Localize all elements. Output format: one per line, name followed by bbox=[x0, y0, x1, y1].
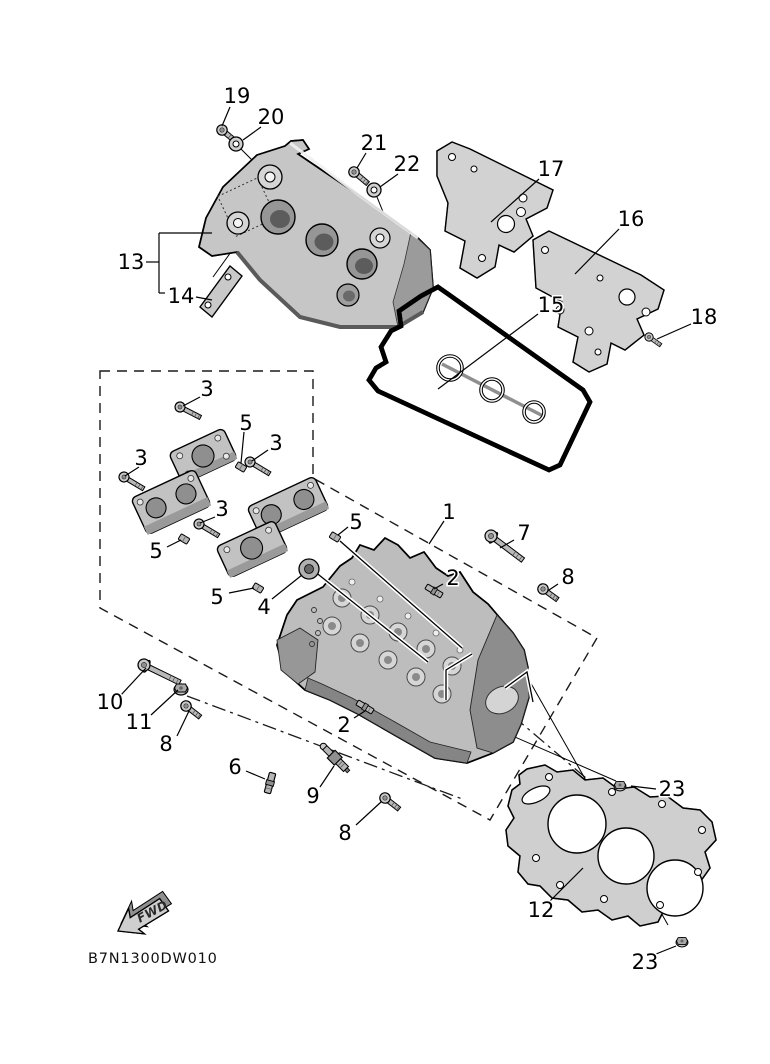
callout-11[interactable]: 11 bbox=[125, 710, 153, 734]
flange-nut-11 bbox=[174, 684, 188, 695]
callout-18[interactable]: 18 bbox=[690, 305, 718, 329]
callout-1[interactable]: 1 bbox=[442, 500, 456, 524]
fwd-label: FWD bbox=[134, 897, 171, 926]
callout-5[interactable]: 5 bbox=[239, 411, 253, 435]
callout-22[interactable]: 22 bbox=[393, 152, 421, 176]
callout-4[interactable]: 4 bbox=[257, 595, 271, 619]
washer-22 bbox=[367, 183, 381, 197]
diagram-code: B7N1300DW010 bbox=[88, 951, 218, 967]
callout-23[interactable]: 23 bbox=[658, 777, 686, 801]
callout-5[interactable]: 5 bbox=[149, 539, 163, 563]
callout-5[interactable]: 5 bbox=[210, 585, 224, 609]
callout-13[interactable]: 13 bbox=[117, 250, 145, 274]
callout-2[interactable]: 2 bbox=[446, 566, 460, 590]
callout-3[interactable]: 3 bbox=[134, 446, 148, 470]
plug-4 bbox=[299, 559, 319, 579]
callout-9[interactable]: 9 bbox=[306, 784, 320, 808]
callout-14[interactable]: 14 bbox=[167, 284, 195, 308]
callout-7[interactable]: 7 bbox=[517, 521, 531, 545]
callout-3[interactable]: 3 bbox=[215, 497, 229, 521]
callout-21[interactable]: 21 bbox=[360, 131, 388, 155]
callout-3[interactable]: 3 bbox=[269, 431, 283, 455]
callout-16[interactable]: 16 bbox=[617, 207, 645, 231]
nut-23 bbox=[676, 938, 688, 947]
callout-23[interactable]: 23 bbox=[631, 950, 659, 974]
callout-10[interactable]: 10 bbox=[96, 690, 124, 714]
callout-15[interactable]: 15 bbox=[537, 293, 565, 317]
nut-23 bbox=[614, 782, 626, 791]
callout-20[interactable]: 20 bbox=[257, 105, 285, 129]
callout-12[interactable]: 12 bbox=[527, 898, 555, 922]
washer-20 bbox=[229, 137, 243, 151]
callout-3[interactable]: 3 bbox=[200, 377, 214, 401]
callout-6[interactable]: 6 bbox=[228, 755, 242, 779]
callout-8[interactable]: 8 bbox=[159, 732, 173, 756]
callout-5[interactable]: 5 bbox=[349, 510, 363, 534]
callout-2[interactable]: 2 bbox=[337, 713, 351, 737]
callout-19[interactable]: 19 bbox=[223, 84, 251, 108]
callout-17[interactable]: 17 bbox=[537, 157, 565, 181]
callout-8[interactable]: 8 bbox=[561, 565, 575, 589]
callout-8[interactable]: 8 bbox=[338, 821, 352, 845]
